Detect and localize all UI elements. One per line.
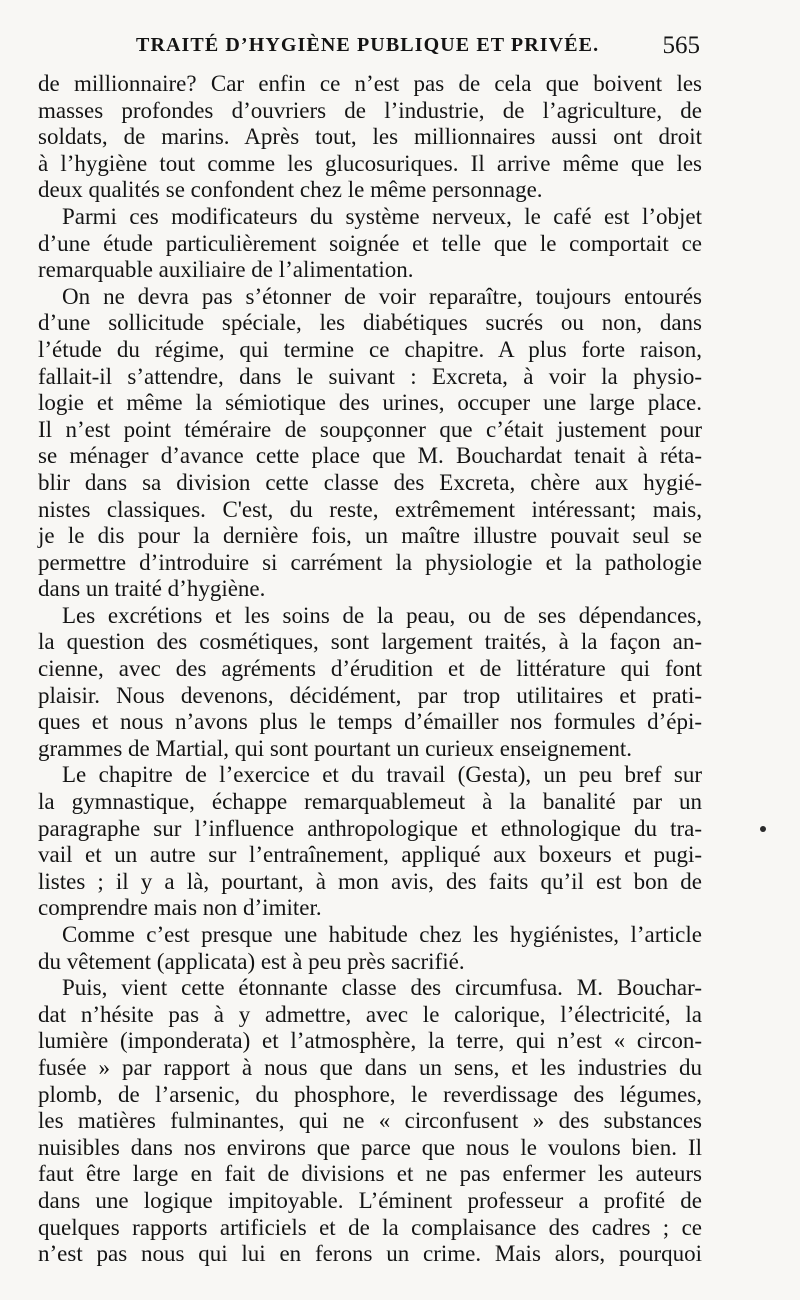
text-line: fusée » par rapport à nous que dans un sens, et les industries du [38, 1054, 702, 1080]
text-line: paragraphe sur l’influence anthropologique et ethnologique du tra- [38, 815, 702, 841]
paragraph-3 [38, 284, 702, 603]
text-line: dans un traité d’hygiène. [38, 576, 266, 602]
text-line: les matières fulminantes, qui ne « circonfusent » des substances [38, 1108, 702, 1134]
text-line: n’est pas nous qui lui en ferons un crime. Mais alors, pourquoi [38, 1241, 702, 1267]
paragraph-6 [38, 922, 702, 975]
text-line: permettre d’introduire si carrément la physiologie et la pathologie [38, 549, 702, 575]
text-line: faut être large en fait de divisions et ne pas enfermer les auteurs [38, 1161, 702, 1187]
text-line: ques et nous n’avons plus le temps d’émailler nos formules d’épi- [38, 709, 702, 735]
text-line: de millionnaire? Car enfin ce n’est pas de cela que boivent les [38, 71, 702, 96]
text-line: se ménager d’avance cette place que M. Bouchardat tenait à réta- [38, 443, 702, 469]
text-line: je le dis pour la dernière fois, un maître illustre pouvait seul se [38, 523, 702, 549]
text-line: nuisibles dans nos environs que parce que nous le voulons bien. Il [38, 1134, 702, 1160]
text-line: dat n’hésite pas à y admettre, avec le calorique, l’électricité, la [38, 1001, 702, 1027]
body-text [38, 71, 702, 1286]
text-line: grammes de Martial, qui sont pourtant un curieux enseignement. [38, 735, 633, 761]
paragraph-2 [38, 204, 702, 284]
text-line: Il n’est point téméraire de soupçonner que c’était justement pour [38, 416, 702, 442]
margin-ink-spot [760, 826, 766, 832]
text-line: deux qualités se confondent chez le même personnage. [38, 177, 543, 203]
text-line: listes ; il y a là, pourtant, à mon avis, des faits qu’il est bon de [38, 868, 702, 894]
text-line: logie et même la sémiotique des urines, occuper une large place. [38, 390, 702, 416]
text-line: plomb, de l’arsenic, du phosphore, le reverdissage des légumes, [38, 1081, 702, 1107]
text-line: d’une sollicitude spéciale, les diabétiques sucrés ou non, dans [38, 310, 702, 336]
running-head [40, 34, 700, 68]
text-line: masses profondes d’ouvriers de l’industrie, de l’agriculture, de [38, 97, 702, 123]
text-line: fallait-il s’attendre, dans le suivant : Excreta, à voir la physio- [38, 363, 702, 389]
text-line: d’une étude particulièrement soignée et telle que le comportait ce [38, 230, 702, 256]
text-line: quelques rapports artificiels et de la complaisance des cadres ; ce [38, 1214, 702, 1240]
page-number: 565 [662, 32, 700, 59]
text-line: remarquable auxiliaire de l’alimentation. [38, 257, 414, 283]
text-line: lumière (imponderata) et l’atmosphère, la terre, qui n’est « circon- [38, 1028, 702, 1054]
paragraph-7 [38, 975, 702, 1268]
text-line: Les excrétions et les soins de la peau, ou de ses dépendances, [62, 602, 702, 628]
text-line: soldats, de marins. Après tout, les millionnaires aussi ont droit [38, 124, 702, 150]
text-line: l’étude du régime, qui termine ce chapitre. A plus forte raison, [38, 336, 702, 362]
text-line: comprendre mais non d’imiter. [38, 895, 322, 921]
text-line: blir dans sa division cette classe des Excreta, chère aux hygié- [38, 469, 702, 495]
text-line: la gymnastique, échappe remarquablemeut à la banalité par un [38, 789, 702, 815]
paragraph-5 [38, 762, 702, 922]
running-title: TRAITÉ D’HYGIÈNE PUBLIQUE ET PRIVÉE. [136, 34, 600, 56]
paragraph-4 [38, 603, 702, 763]
text-line: On ne devra pas s’étonner de voir reparaître, toujours entourés [62, 283, 702, 309]
text-line: Parmi ces modificateurs du système nerveux, le café est l’objet [62, 203, 702, 229]
text-line: Comme c’est presque une habitude chez les hygiénistes, l’article [62, 922, 702, 947]
text-line: la question des cosmétiques, sont largement traités, à la façon an- [38, 629, 702, 655]
text-line: dans une logique impitoyable. L’éminent professeur a profité de [38, 1187, 702, 1213]
text-line: cienne, avec des agréments d’érudition et de littérature qui font [38, 656, 702, 682]
text-line: vail et un autre sur l’entraînement, appliqué aux boxeurs et pugi- [38, 842, 702, 868]
paragraph-1 [38, 71, 702, 204]
text-line: du vêtement (applicata) est à peu près sacrifié. [38, 948, 465, 974]
text-line: Le chapitre de l’exercice et du travail (Gesta), un peu bref sur [62, 762, 702, 788]
text-line: plaisir. Nous devenons, décidément, par trop utilitaires et prati- [38, 682, 702, 708]
text-line: à l’hygiène tout comme les glucosuriques. Il arrive même que les [38, 150, 702, 176]
text-line: nistes classiques. C'est, du reste, extrêmement intéressant; mais, [38, 496, 702, 522]
text-line: Puis, vient cette étonnante classe des circumfusa. M. Bouchar- [62, 975, 702, 1001]
